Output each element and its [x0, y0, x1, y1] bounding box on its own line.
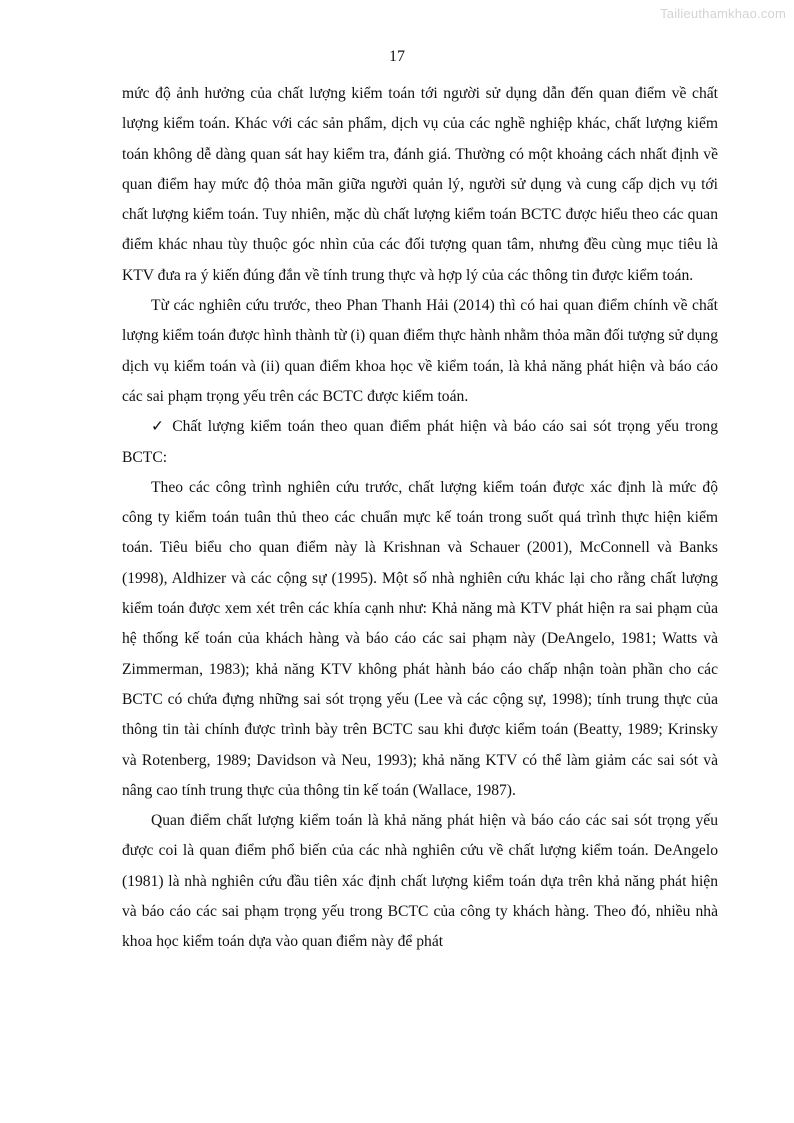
paragraph-5: Quan điểm chất lượng kiểm toán là khả năng phát hiện và báo cáo các sai sót trọng yếu được coi là quan điểm phổ biến của các nhà nghiên cứu về chất lượng kiểm toán. DeAngelo (1981) là nhà nghiên cứu đầu tiên xác định chất lượng kiểm toán dựa trên khả năng phát hiện và báo cáo các sai phạm trọng yếu trong BCTC của công ty khách hàng. Theo đó, nhiều nhà khoa học kiểm toán dựa vào quan điểm này để phát [122, 812, 718, 951]
paragraph-4: Theo các công trình nghiên cứu trước, chất lượng kiểm toán được xác định là mức độ công ty kiểm toán tuân thủ theo các chuẩn mực kế toán trong suốt quá trình thực hiện kiểm toán. Tiêu biểu cho quan điểm này là Krishnan và Schauer (2001), McConnell và Banks (1998), Aldhizer và các cộng sự (1995). Một số nhà nghiên cứu khác lại cho rằng chất lượng kiểm toán được xem xét trên các khía cạnh như: Khả năng mà KTV phát hiện ra sai phạm của hệ thống kế toán của khách hàng và báo cáo các sai phạm này (DeAngelo, 1981; Watts và Zimmerman, 1983); khả năng KTV không phát hành báo cáo chấp nhận toàn phần cho các BCTC có chứa đựng những sai sót trọng yếu (Lee và các cộng sự, 1998); tính trung thực của thông tin tài chính được trình bày trên BCTC sau khi được kiểm toán (Beatty, 1989; Krinsky và Rotenberg, 1989; Davidson và Neu, 1993); khả năng KTV có thể làm giảm các sai sót và nâng cao tính trung thực của thông tin kế toán (Wallace, 1987). [122, 478, 718, 799]
check-icon: ✓ [151, 418, 167, 436]
paragraph-3-text: Chất lượng kiểm toán theo quan điểm phát hiện và báo cáo sai sót trọng yếu trong BCTC: [122, 418, 718, 466]
paragraph-1: mức độ ảnh hưởng của chất lượng kiểm toán tới người sử dụng dẫn đến quan điểm về chất lượng kiểm toán. Khác với các sản phẩm, dịch vụ của các nghề nghiệp khác, chất lượng kiểm toán không dễ dàng quan sát hay kiểm tra, đánh giá. Thường có một khoảng cách nhất định về quan điểm hay mức độ thỏa mãn giữa người quản lý, người sử dụng và cung cấp dịch vụ tới chất lượng kiểm toán. Tuy nhiên, mặc dù chất lượng kiểm toán BCTC được hiểu theo các quan điểm khác nhau tùy thuộc góc nhìn của các đối tượng quan tâm, nhưng đều cùng mục tiêu là KTV đưa ra ý kiến đúng đắn về tính trung thực và hợp lý của các thông tin được kiểm toán. [122, 85, 718, 284]
paragraph-3 [122, 412, 718, 473]
watermark: Tailieuthamkhao.com [660, 6, 786, 21]
page-number: 17 [389, 48, 405, 65]
document-body [122, 79, 718, 958]
paragraph-2: Từ các nghiên cứu trước, theo Phan Thanh Hải (2014) thì có hai quan điểm chính về chất lượng kiểm toán được hình thành từ (i) quan điểm thực hành nhằm thỏa mãn đối tượng sử dụng dịch vụ kiểm toán và (ii) quan điểm khoa học về kiểm toán, là khả năng phát hiện và báo cáo các sai phạm trọng yếu trên các BCTC được kiểm toán. [122, 297, 719, 405]
